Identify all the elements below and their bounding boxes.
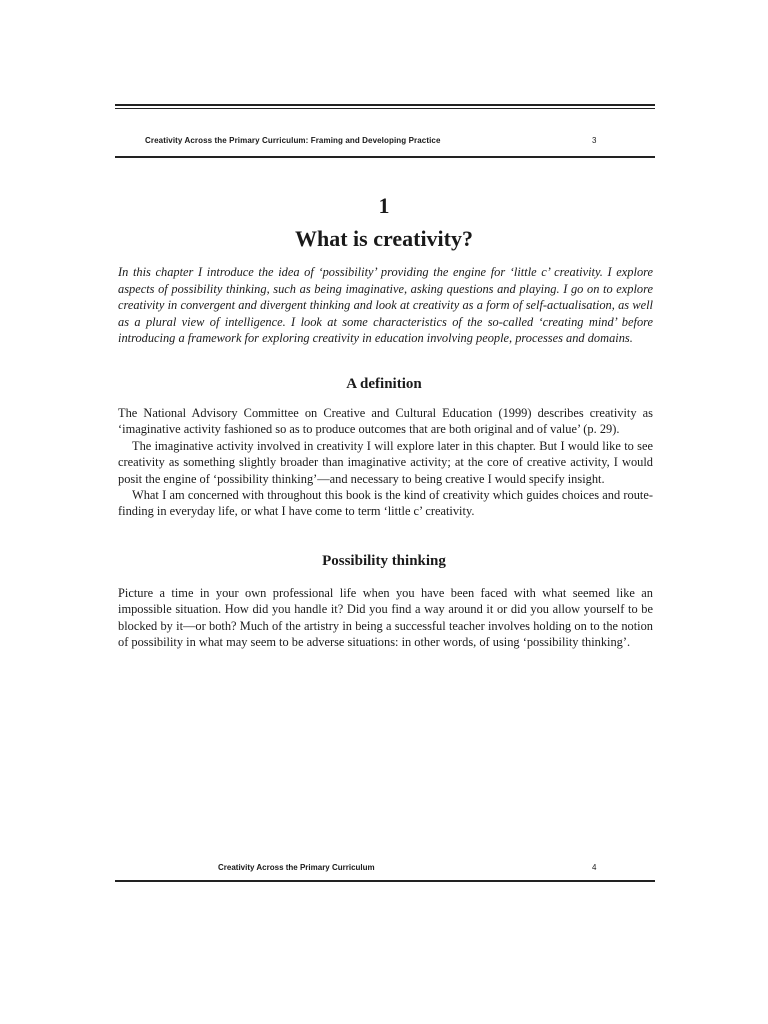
section-heading-definition: A definition <box>346 376 422 392</box>
paragraph: What I am concerned with throughout this book is the kind of creativity which guides choices and route-finding in everyday life, or what I have come to term ‘little c’ creativity. <box>118 488 653 519</box>
chapter-title: What is creativity? <box>294 226 473 251</box>
running-head: Creativity Across the Primary Curriculum: Framing and Developing Practice <box>145 136 441 145</box>
top-rule <box>115 104 655 106</box>
section-heading-possibility-thinking: Possibility thinking <box>322 553 446 569</box>
top-rule-thin <box>115 108 655 109</box>
header-rule <box>115 156 655 158</box>
page-number-bottom: 4 <box>592 863 597 872</box>
section-body-definition <box>118 405 653 520</box>
chapter-number: 1 <box>378 193 390 218</box>
paragraph: The imaginative activity involved in creativity I will explore later in this chapter. But I would like to see creativity as something slightly broader than imaginative activity; at the core of creative activity, I would posit the engine of ‘possibility thinking’—and necessary to being creative I would specify insight. <box>118 438 653 486</box>
running-foot: Creativity Across the Primary Curriculum <box>218 863 375 872</box>
page-number-top: 3 <box>592 136 597 145</box>
paragraph: The National Advisory Committee on Creative and Cultural Education (1999) describes creativity as ‘imaginative activity fashioned so as to produce outcomes that are both original and of value’ (p. 29). <box>118 406 653 437</box>
footer-rule <box>115 880 655 882</box>
section-body-possibility-thinking <box>118 585 653 651</box>
chapter-abstract: In this chapter I introduce the idea of ‘possibility’ providing the engine for ‘little c’ creativity. I explore aspects of possibility thinking, such as being imaginative, asking questions and playing. I go on to explore creativity in convergent and divergent thinking and look at creativity as a form of self-actualisation, as well as a plural view of intelligence. I look at some characteristics of the so-called ‘creating mind’ before introducing a framework for exploring creativity in education involving people, processes and domains. <box>118 265 653 345</box>
paragraph: Picture a time in your own professional life when you have been faced with what seemed like an impossible situation. How did you handle it? Did you find a way around it or did you allow yourself to be blocked by it—or both? Much of the artistry in being a successful teacher involves holding on to the notion of possibility in what may seem to be adverse situations: in other words, of using ‘possibility thinking’. <box>118 586 653 650</box>
